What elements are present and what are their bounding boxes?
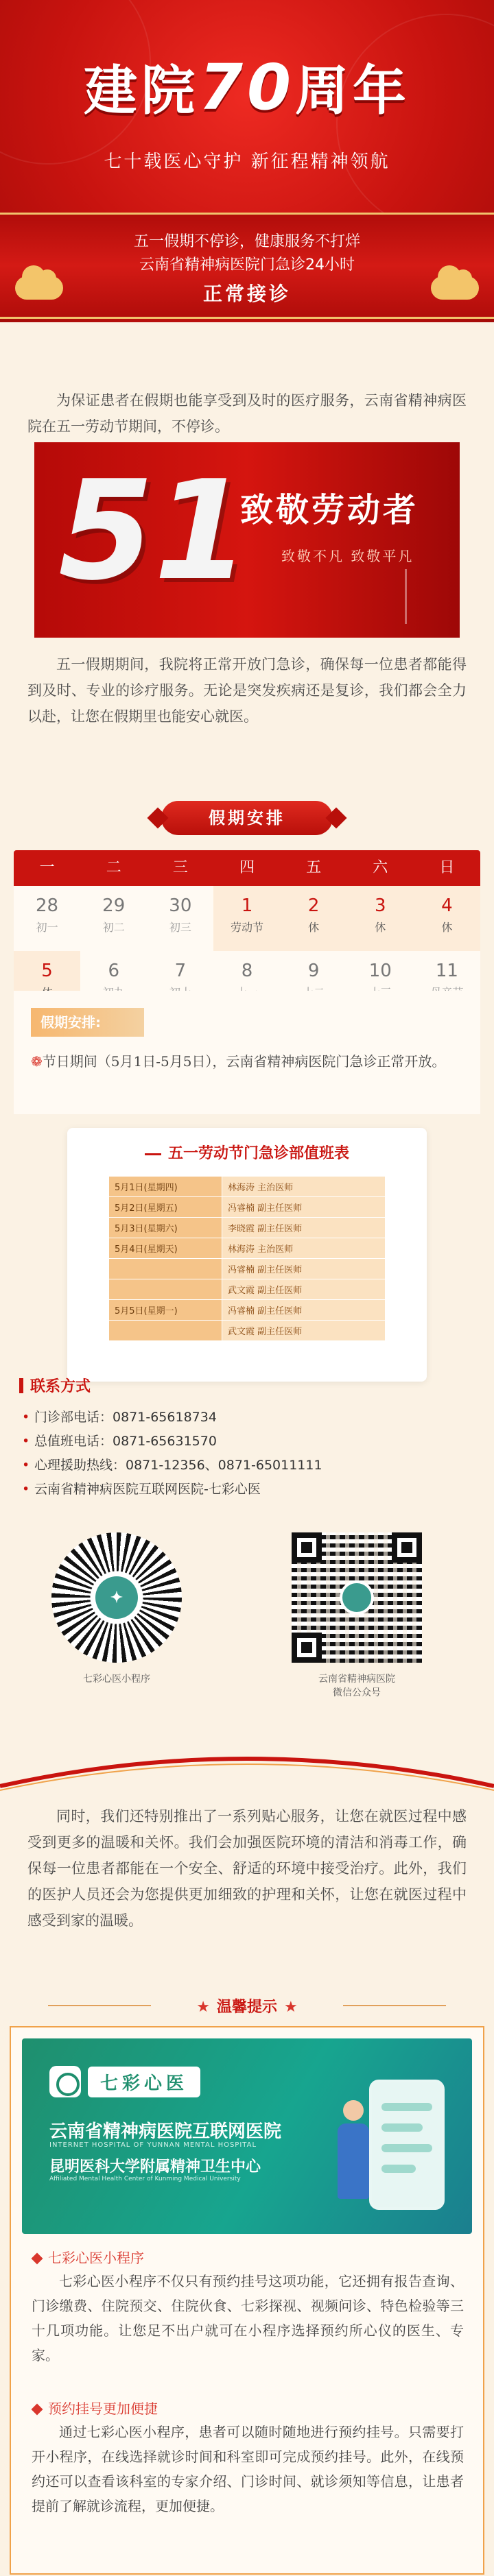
qr-caption: 云南省精神病医院 微信公众号: [318, 1674, 395, 1698]
weekday-label: 三: [172, 859, 188, 876]
qicai-banner: [22, 2038, 472, 2234]
duty-row: [109, 1197, 386, 1218]
banner-slogan: 致敬劳动者: [240, 491, 419, 529]
day-label: 初三: [169, 921, 191, 934]
tips-title: ★ 温馨提示 ★: [196, 1999, 298, 2016]
calendar-day: [281, 886, 347, 951]
banner-subtitle: 昆明医科大学附属精神卫生中心: [49, 2158, 261, 2176]
day-label: 初二: [102, 921, 125, 934]
notice-band: [0, 213, 494, 319]
worker-figure-icon: [405, 569, 446, 624]
day-label: 休: [441, 921, 453, 934]
duty-date: 5月5日(星期一): [109, 1300, 222, 1321]
calendar-day: [347, 886, 414, 951]
tips-paragraph: 七彩心医小程序不仅只有预约挂号这项功能，它还拥有报告查询、门诊缴费、住院预交、住院伙食、七彩探视、视频问诊、特色检验等三十几项功能。让您足不出户就可在小程序选择预约所心仪的医生、专家。: [32, 2273, 464, 2363]
banner-subtitle-en: Affiliated Mental Health Center of Kunming Medical University: [49, 2176, 241, 2182]
duty-title: 五一劳动节门急诊部值班表: [67, 1142, 427, 1163]
holiday-note: [14, 991, 480, 1114]
day-number: 1: [241, 895, 253, 916]
tips-subtitle: 七彩心医小程序: [33, 2247, 144, 2267]
banner-subslogan: 致敬不凡 致敬平凡: [281, 548, 414, 564]
section-divider: [0, 1752, 494, 1793]
tips-subtitle: 预约挂号更加便捷: [33, 2398, 158, 2418]
duty-doctor: 武文霞 副主任医师: [222, 1279, 386, 1300]
duty-row: [109, 1238, 386, 1259]
calendar-day: [147, 886, 213, 951]
star-icon: ★: [196, 1999, 210, 2016]
title-prefix: 建院: [83, 60, 199, 122]
holiday-text: [31, 1049, 470, 1074]
bullet-icon: •: [22, 1482, 30, 1497]
diamond-icon: [32, 2404, 43, 2416]
schedule-title: 假期安排: [161, 801, 333, 835]
duty-row: [109, 1218, 386, 1238]
holiday-note-text: 节日期间（5月1日-5月5日），云南省精神病医院门急诊正常开放。: [42, 1053, 446, 1070]
day-label: 休: [375, 921, 386, 934]
phone-illustration: [369, 2080, 445, 2210]
mini-program-qr[interactable]: [34, 1532, 199, 1686]
title-suffix: 周年: [295, 60, 411, 122]
flower-icon: ❁: [31, 1053, 43, 1070]
weekday-label: 四: [239, 859, 255, 876]
day-number: 3: [375, 895, 386, 916]
notice-line: 正常接诊: [202, 282, 291, 305]
qr-caption: 七彩心医小程序: [83, 1674, 150, 1685]
day-number: 9: [307, 961, 320, 981]
holiday-tag: 假期安排:: [31, 1008, 144, 1037]
closing-paragraph: 同时，我们还特别推出了一系列贴心服务，让您在就医过程中感受到更多的温暖和关怀。我们会加强医院环境的清洁和消毒工作，确保每一位患者都能在一个安全、舒适的环境中接受治疗。此外，我们的医护人员还会为您提供更加细致的护理和关怀，让您在就医过程中感受到家的温暖。: [27, 1808, 467, 1929]
weekday-label: 一: [39, 859, 55, 876]
day-label: 初一: [36, 921, 58, 934]
wechat-account-qr[interactable]: [274, 1532, 439, 1700]
duty-row: [109, 1300, 386, 1321]
duty-date: [109, 1259, 222, 1279]
day-number: 8: [241, 961, 253, 981]
duty-doctor: 冯睿楠 副主任医师: [222, 1300, 386, 1321]
day-number: 7: [174, 961, 187, 981]
duty-doctor: 林海涛 主治医师: [222, 1238, 386, 1259]
star-icon: ★: [284, 1999, 298, 2016]
day-number: 29: [102, 895, 126, 916]
duty-doctor: 武文霞 副主任医师: [222, 1321, 386, 1341]
contact-item[interactable]: • 云南省精神病医院互联网医院-七彩心医: [22, 1478, 475, 1502]
qicai-logo-icon: [49, 2066, 81, 2097]
duty-date: [109, 1279, 222, 1300]
duty-row: [109, 1259, 386, 1279]
labor-day-banner: [34, 442, 460, 638]
day-number: 10: [368, 961, 392, 981]
notice-line: 五一假期不停诊，健康服务不打烊: [133, 233, 360, 250]
contact-item[interactable]: • 门诊部电话：0871-65618734: [22, 1406, 475, 1430]
duty-date: 5月1日(星期四): [109, 1177, 222, 1197]
doctor-illustration: [338, 2100, 369, 2203]
calendar-day: [414, 886, 480, 951]
notice-line: 云南省精神病医院门急诊24小时: [139, 256, 355, 274]
title-number: 70: [198, 51, 296, 124]
calendar-day: [213, 886, 280, 951]
hospital-logo-icon: [340, 1580, 374, 1615]
banner-title-en: INTERNET HOSPITAL OF YUNNAN MENTAL HOSPITAL: [49, 2141, 257, 2149]
day-label: 休: [308, 921, 320, 934]
contact-title: 联系方式: [19, 1375, 91, 1396]
duty-table: [108, 1176, 386, 1341]
tips-paragraph: 通过七彩心医小程序，患者可以随时随地进行预约挂号。只需要打开小程序，在线选择就诊时间和科室即可完成预约挂号。此外，在线预约还可以查看该科室的专家介绍、门诊时间、就诊须知等信息，让患者提前了解就诊流程，更加便捷。: [32, 2424, 464, 2514]
day-number: 6: [108, 961, 119, 981]
page-subtitle: 七十载医心守护 新征程精神领航: [104, 152, 390, 172]
bullet-icon: •: [22, 1410, 30, 1425]
duty-doctor: 林海涛 主治医师: [222, 1177, 386, 1197]
contact-list: [22, 1406, 475, 1502]
duty-doctor: 李晓霞 副主任医师: [222, 1218, 386, 1238]
duty-row: [109, 1177, 386, 1197]
duty-row: [109, 1321, 386, 1341]
app-name: 七彩心医: [88, 2067, 200, 2097]
calendar-weekdays: [14, 850, 480, 886]
weekday-label: 五: [306, 859, 322, 876]
duty-date: 5月2日(星期五): [109, 1197, 222, 1218]
banner-title: 云南省精神病医院互联网医院: [49, 2121, 282, 2142]
day-number: 5: [41, 961, 53, 981]
duty-date: 5月3日(星期六): [109, 1218, 222, 1238]
app-logo-icon: ✦: [95, 1576, 138, 1619]
contact-item[interactable]: • 总值班电话：0871-65631570: [22, 1430, 475, 1454]
weekday-label: 日: [439, 859, 455, 876]
day-number: 11: [435, 961, 458, 981]
bullet-icon: •: [22, 1458, 30, 1473]
duty-card: [67, 1128, 427, 1382]
duty-doctor: 冯睿楠 副主任医师: [222, 1259, 386, 1279]
header-banner: [0, 0, 494, 322]
bullet-icon: •: [22, 1434, 30, 1449]
qr-code: [292, 1532, 422, 1663]
intro-paragraph: 为保证患者在假期也能享受到及时的医疗服务，云南省精神病医院在五一劳动节期间，不停诊。: [27, 392, 467, 435]
banner-number: 51: [58, 451, 250, 611]
duty-date: [109, 1321, 222, 1341]
duty-date: 5月4日(星期天): [109, 1238, 222, 1259]
calendar-day: [14, 886, 80, 951]
tips-box: [10, 2026, 484, 2575]
calendar-week: [14, 886, 480, 951]
day-number: 4: [441, 895, 453, 916]
contact-item[interactable]: • 心理援助热线：0871-12356、0871-65011111: [22, 1454, 475, 1478]
duty-doctor: 冯睿楠 副主任医师: [222, 1197, 386, 1218]
page-title: [0, 48, 494, 125]
intro-paragraph: 五一假期期间，我院将正常开放门急诊，确保每一位患者都能得到及时、专业的诊疗服务。无论是突发疾病还是复诊，我们都会全力以赴，让您在假期里也能安心就医。: [27, 656, 467, 725]
day-number: 28: [36, 895, 59, 916]
duty-row: [109, 1279, 386, 1300]
day-label: 劳动节: [230, 921, 263, 934]
day-number: 30: [169, 895, 192, 916]
mini-program-code: [51, 1532, 182, 1663]
weekday-label: 六: [373, 859, 388, 876]
diamond-icon: [32, 2253, 43, 2265]
weekday-label: 二: [106, 859, 121, 876]
calendar-day: [80, 886, 147, 951]
day-number: 2: [307, 895, 320, 916]
